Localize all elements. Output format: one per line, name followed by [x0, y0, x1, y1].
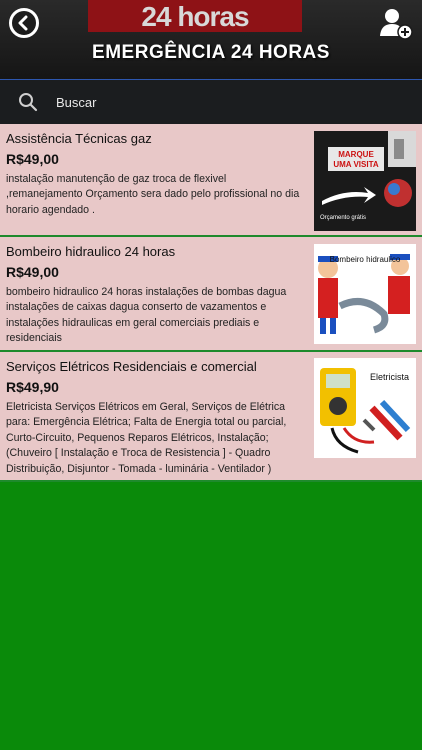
- add-user-icon: [380, 8, 414, 40]
- search-icon[interactable]: [18, 92, 38, 112]
- listing-description: bombeiro hidraulico 24 horas instalações de bombas dagua instalações de caixas dagua conserto de vazamentos e instalações hidraulicas em geral comerciais prediais e residenciais: [6, 286, 287, 345]
- search-input[interactable]: [56, 92, 396, 112]
- listing-description: Eletricista Serviços Elétricos em Geral, Serviços de Elétrica para: Emergência Elétrica; Falta de Energia total ou parcial, Curto-Circuito, Pequenos Reparos Elétricos, Instalação; (Chuveiro [ Instalação e Troca de Resistencia ] - Quadro Distribuição, Disjuntor - Tomada - luminária - Ventilador ): [6, 401, 287, 475]
- listing-thumbnail: [314, 244, 416, 344]
- thumb-caption: Orçamento grátis: [320, 215, 367, 221]
- listing-price: R$49,90: [6, 379, 59, 395]
- listing-price: R$49,00: [6, 264, 59, 280]
- listing-price: R$49,00: [6, 151, 59, 167]
- app-header: [0, 0, 422, 80]
- listing-title: Serviços Elétricos Residenciais e comercial: [6, 359, 257, 374]
- back-arrow-icon: [16, 15, 32, 31]
- banner-text: 24 horas: [141, 1, 249, 32]
- back-button[interactable]: [9, 8, 39, 38]
- list-item[interactable]: [0, 237, 422, 352]
- thumb-caption: Bombeiro hidraulico: [329, 255, 401, 264]
- thumb-line1: MARQUE: [338, 150, 374, 159]
- thumb-caption: Eletricista: [370, 372, 410, 382]
- listing-title: Bombeiro hidraulico 24 horas: [6, 244, 176, 259]
- thumb-line2: UMA VISITA: [333, 160, 379, 169]
- listing-description: instalação manutenção de gaz troca de flexivel ,remanejamento Orçamento sera dado pelo profissional no dia horario agendado .: [6, 173, 300, 216]
- search-bar: [0, 80, 422, 124]
- list-item[interactable]: [0, 352, 422, 482]
- listing-thumbnail: [314, 131, 416, 231]
- header-banner: [88, 0, 302, 32]
- listing-title: Assistência Técnicas gaz: [6, 131, 152, 146]
- listing-thumbnail: [314, 358, 416, 458]
- page-title: EMERGÊNCIA 24 HORAS: [92, 42, 330, 63]
- service-list: [0, 124, 422, 482]
- list-item[interactable]: [0, 124, 422, 237]
- add-user-button[interactable]: [380, 8, 414, 40]
